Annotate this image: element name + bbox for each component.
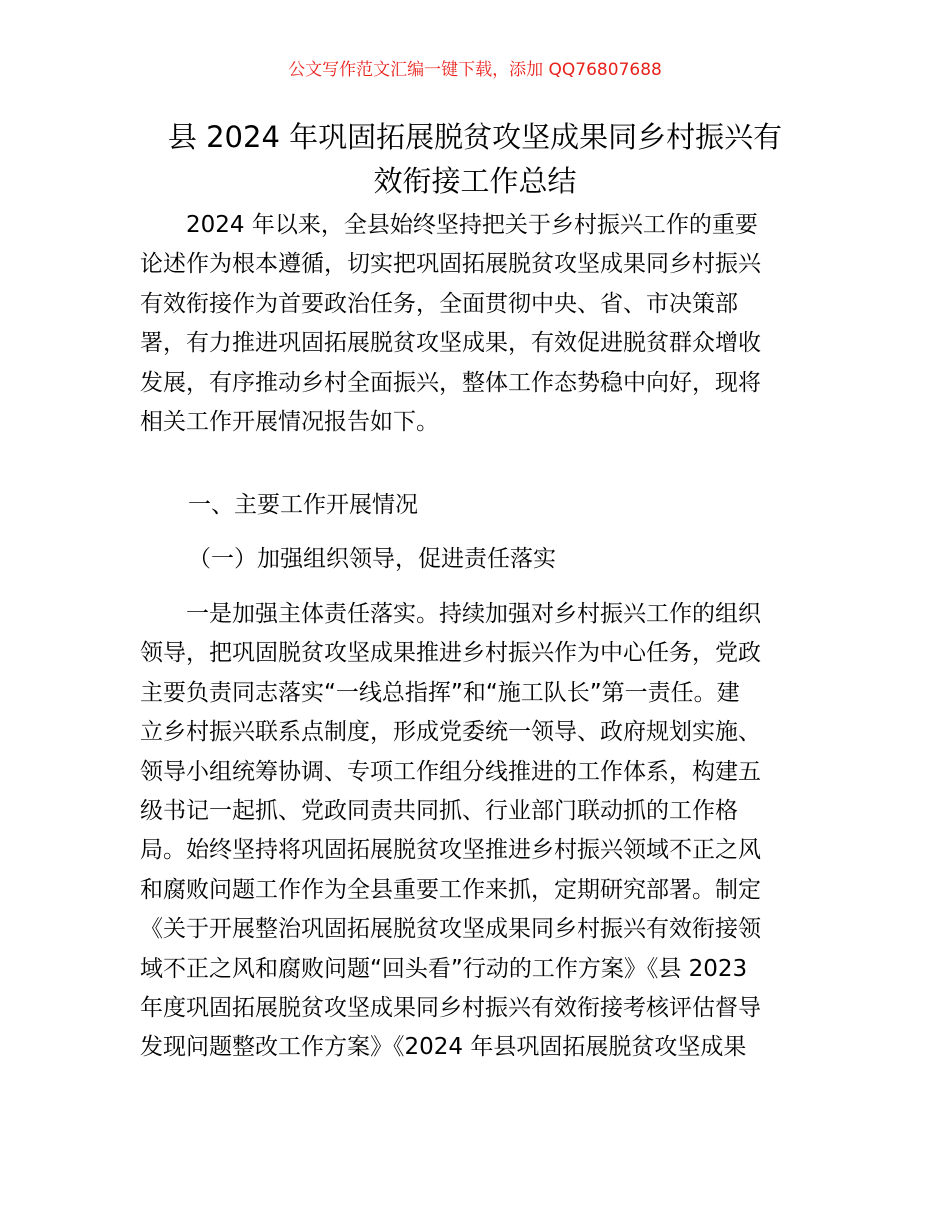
text-line: 发现问题整改工作方案》《2024 年县巩固拓展脱贫攻坚成果 [140, 1034, 747, 1061]
text-line: 论述作为根本遵循，切实把巩固拓展脱贫攻坚成果同乡村振兴 [140, 251, 761, 278]
text-line: 立乡村振兴联系点制度，形成党委统一领导、政府规划实施、 [140, 719, 761, 746]
body-paragraph [140, 595, 815, 1068]
text-line: 领导，把巩固脱贫攻坚成果推进乡村振兴作为中心任务，党政 [140, 640, 761, 667]
document-title [130, 115, 820, 203]
title-line-1: 县 2024 年巩固拓展脱贫攻坚成果同乡村振兴有 [167, 120, 783, 154]
text-line: 一是加强主体责任落实。持续加强对乡村振兴工作的组织 [186, 601, 761, 627]
subsection-heading: （一）加强组织领导，促进责任落实 [188, 546, 556, 572]
text-line: 领导小组统筹协调、专项工作组分线推进的工作体系，构建五 [140, 758, 761, 785]
text-line: 局。始终坚持将巩固拓展脱贫攻坚推进乡村振兴领域不正之风 [140, 837, 761, 864]
title-line-2: 效衔接工作总结 [373, 164, 577, 198]
section-heading: 一、主要工作开展情况 [188, 492, 418, 518]
text-line: 发展，有序推动乡村全面振兴，整体工作态势稳中向好，现将 [140, 369, 761, 396]
text-line: 主要负责同志落实“一线总指挥”和“施工队长”第一责任。建 [140, 679, 740, 706]
text-line: 2024 年以来，全县始终坚持把关于乡村振兴工作的重要 [186, 212, 758, 238]
text-line: 署，有力推进巩固拓展脱贫攻坚成果，有效促进脱贫群众增收 [140, 330, 761, 357]
text-line: 《关于开展整治巩固拓展脱贫攻坚成果同乡村振兴有效衔接领 [140, 916, 761, 943]
download-notice: 公文写作范文汇编一键下载，添加 QQ76807688 [288, 60, 662, 80]
text-line: 级书记一起抓、党政同责共同抓、行业部门联动抓的工作格 [140, 798, 738, 825]
text-line: 和腐败问题工作作为全县重要工作来抓，定期研究部署。制定 [140, 876, 761, 903]
text-line: 年度巩固拓展脱贫攻坚成果同乡村振兴有效衔接考核评估督导 [140, 995, 761, 1022]
text-line: 域不正之风和腐败问题“回头看”行动的工作方案》《县 2023 [140, 955, 748, 982]
text-line: 相关工作开展情况报告如下。 [140, 409, 439, 436]
text-line: 有效衔接作为首要政治任务，全面贯彻中央、省、市决策部 [140, 290, 738, 317]
intro-paragraph [140, 206, 815, 442]
